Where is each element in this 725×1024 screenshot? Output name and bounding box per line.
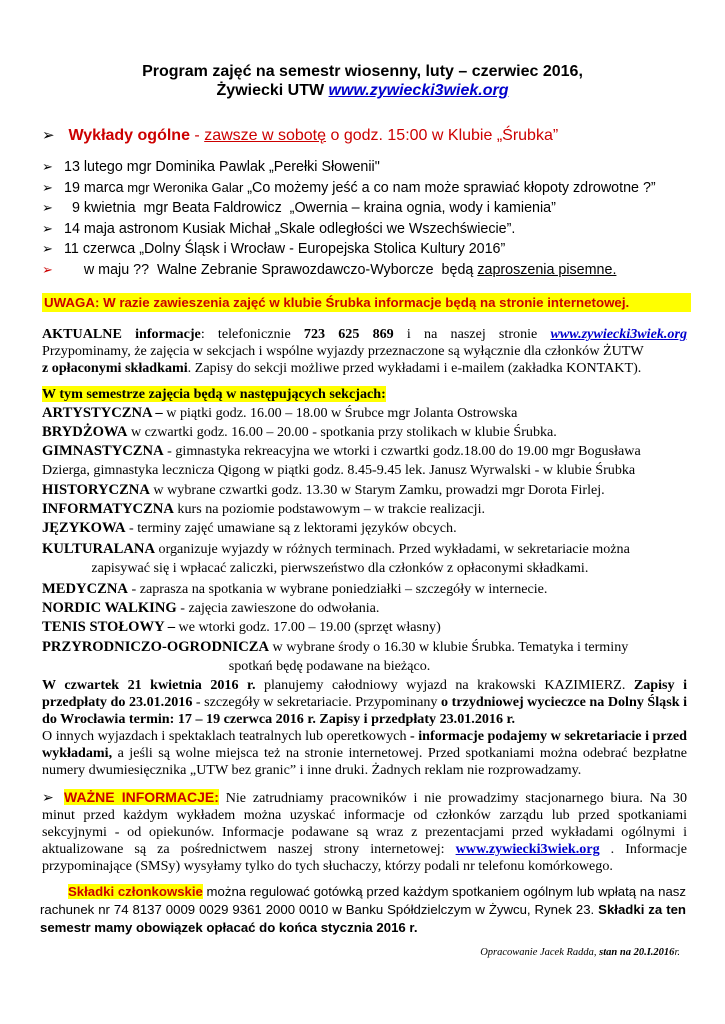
phone-number: 723 625 869 (303, 326, 394, 342)
arrow-bullet-icon: ➢ (42, 159, 53, 174)
section-tenis: TENIS STOŁOWY – we wtorki godz. 17.00 – 19.00 (sprzęt własny) (42, 619, 441, 635)
important-label: WAŻNE INFORMACJE: (64, 789, 219, 805)
section-brydzowa: BRYDŻOWA w czwartki godz. 16.00 – 20.00 - spotkania przy stolikach w klubie Śrubka. (42, 424, 557, 440)
list-item: ➢ w maju ?? Walne Zebranie Sprawozdawczo-Wyborcze będą zaproszenia pisemne. (42, 261, 617, 278)
warning-banner: UWAGA: W razie zawieszenia zajęć w klubie Śrubka informacje będą na stronie internetowej. (42, 293, 691, 312)
list-item: ➢ 19 marca mgr Weronika Galar „Co możemy jeść a co nam może sprawiać kłopoty zdrowotne ?” (42, 179, 656, 196)
section-medyczna: MEDYCZNA - zaprasza na spotkania w wybrane poniedziałki – szczegóły w internecie. (42, 581, 548, 597)
arrow-bullet-icon: ➢ (42, 261, 53, 277)
list-item: ➢ 13 lutego mgr Dominika Pawlak „Perełki Słowenii" (42, 159, 380, 175)
section-przyrodniczo: PRZYRODNICZO-OGRODNICZA w wybrane środy o 16.30 w klubie Śrubka. Tematyka i terminy (42, 639, 629, 655)
trips-info: W czwartek 21 kwietnia 2016 r. planujemy całodniowy wyjazd na krakowski KAZIMIERZ. Zapisy i przedpłaty do 23.01.2016 - szczegóły w sekretariacie. Przypominany o trzydniowej wycieczce na Dolny Śląsk i do Wrocławia termin: 17 – 19 czerwca 2016 r. Zapisy i przedpłaty 23.01.2016 r. O innych wyjazdach i spektaklach teatralnych lub operetkowych - informacje podajemy w sekretariacie i przed wykładami, a jeśli są wolne miejsca też na stronie internetowej. Przed spotkaniami można odebrać bezpłatne numery dwumiesięcznika „UTW bez granic” i inne druki. Żadnych reklam nie rozprowadzamy. (42, 677, 687, 778)
list-item: ➢ 14 maja astronom Kusiak Michał „Skale odległości we Wszechświecie”. (42, 220, 516, 237)
fees-label: Składki członkowskie (68, 884, 203, 899)
section-historyczna: HISTORYCZNA w wybrane czwartki godz. 13.30 w Starym Zamku, prowadzi mgr Dorota Firlej. (42, 482, 605, 498)
arrow-bullet-icon: ➢ (42, 241, 53, 257)
current-info: AKTUALNE informacje: telefonicznie 723 625 869 i na naszej stronie www.zywiecki3wiek.org Przypominamy, że zajęcia w sekcjach i wspólne wyjazdy przeznaczone są wyłącznie dla członków ŻUTW z opłaconymi składkami. Zapisy do sekcji możliwe przed wykładami i e-mailem (zakładka KONTAKT). (42, 326, 687, 376)
important-info: ➢ WAŻNE INFORMACJE: Nie zatrudniamy pracowników i nie prowadzimy stacjonarnego biura. Na 30 minut przed każdym wykładem można uzyskać informacje od członków zarządu lub przed spotkaniami sekcyjnymi - od opiekunów. Informacje podawane są wraz z prezentacjami przed wykładami ogólnymi i aktualizowane są za pośrednictwem naszej strony internetowej: www.zywiecki3wiek.org . Informacje przypominające (SMSy) wysyłamy tylko do tych słuchaczy, którzy podali nr telefonu komórkowego. (42, 789, 688, 874)
section-artystyczna: ARTYSTYCZNA – w piątki godz. 16.00 – 18.00 w Śrubce mgr Jolanta Ostrowska (42, 405, 518, 421)
section-kulturalna-cont: zapisywać się i wpłacać zaliczki, pierwszeństwo dla członków z opłaconymi składkami. (42, 560, 589, 576)
website-link[interactable]: www.zywiecki3wiek.org (455, 841, 600, 857)
arrow-bullet-icon: ➢ (42, 791, 54, 806)
lectures-heading-label: Wykłady ogólne (68, 127, 190, 144)
page-title (0, 62, 725, 100)
title-line-1: Program zajęć na semestr wiosenny, luty – czerwiec 2016, (142, 63, 583, 80)
lecture-list (42, 157, 656, 281)
lectures-heading: ➢ Wykłady ogólne - zawsze w sobotę o godz. 15:00 w Klubie „Śrubka” (42, 127, 559, 144)
title-org: Żywiecki UTW (216, 82, 329, 99)
arrow-bullet-icon: ➢ (42, 220, 53, 236)
arrow-bullet-icon: ➢ (42, 127, 55, 144)
title-website-link[interactable]: www.zywiecki3wiek.org (328, 82, 509, 99)
list-item: ➢ 11 czerwca „Dolny Śląsk i Wrocław - Europejska Stolica Kultury 2016” (42, 241, 506, 258)
section-kulturalna: KULTURALANA organizuje wyjazdy w różnych terminach. Przed wykładami, w sekretariacie można (42, 541, 630, 557)
section-informatyczna: INFORMATYCZNA kurs na poziomie podstawowym – w trakcie realizacji. (42, 501, 486, 517)
section-jezykowa: JĘZYKOWA - terminy zajęć umawiane są z lektorami języków obcych. (42, 520, 457, 536)
lectures-heading-saturday: zawsze w sobotę (204, 127, 327, 144)
section-gimnastyczna-cont: Dzierga, gimnastyka lecznicza Qigong w piątki godz. 8.45-9.45 lek. Janusz Wyrwalski - w klubie Śrubka (42, 462, 636, 478)
section-nordic-walking: NORDIC WALKING - zajęcia zawieszone do odwołania. (42, 600, 380, 616)
section-gimnastyczna: GIMNASTYCZNA - gimnastyka rekreacyjna we wtorki i czwartki godz.18.00 do 19.00 mgr Bogusława (42, 443, 641, 459)
arrow-bullet-icon: ➢ (42, 179, 53, 195)
list-item: ➢ 9 kwietnia mgr Beata Faldrowicz „Owernia – kraina ognia, wody i kamienia” (42, 200, 556, 217)
footer-note: Opracowanie Jacek Radda, stan na 20.I.2016r. (480, 947, 680, 958)
website-link[interactable]: www.zywiecki3wiek.org (550, 326, 687, 342)
sections-heading: W tym semestrze zajęcia będą w następujących sekcjach: (42, 386, 386, 402)
title-line-2 (0, 81, 725, 100)
membership-fees: Składki członkowskie można regulować gotówką przed każdym spotkaniem ogólnym lub wpłatą na nasz rachunek nr 74 8137 0009 0029 9361 2000 0010 w Banku Spółdzielczym w Żywcu, Rynek 23. Składki za ten semestr mamy obowiązek opłacać do końca stycznia 2016 r. (40, 884, 686, 935)
current-info-label: AKTUALNE informacje (42, 326, 201, 342)
section-przyrodniczo-cont: spotkań będę podawane na bieżąco. (42, 658, 431, 674)
arrow-bullet-icon: ➢ (42, 200, 53, 216)
